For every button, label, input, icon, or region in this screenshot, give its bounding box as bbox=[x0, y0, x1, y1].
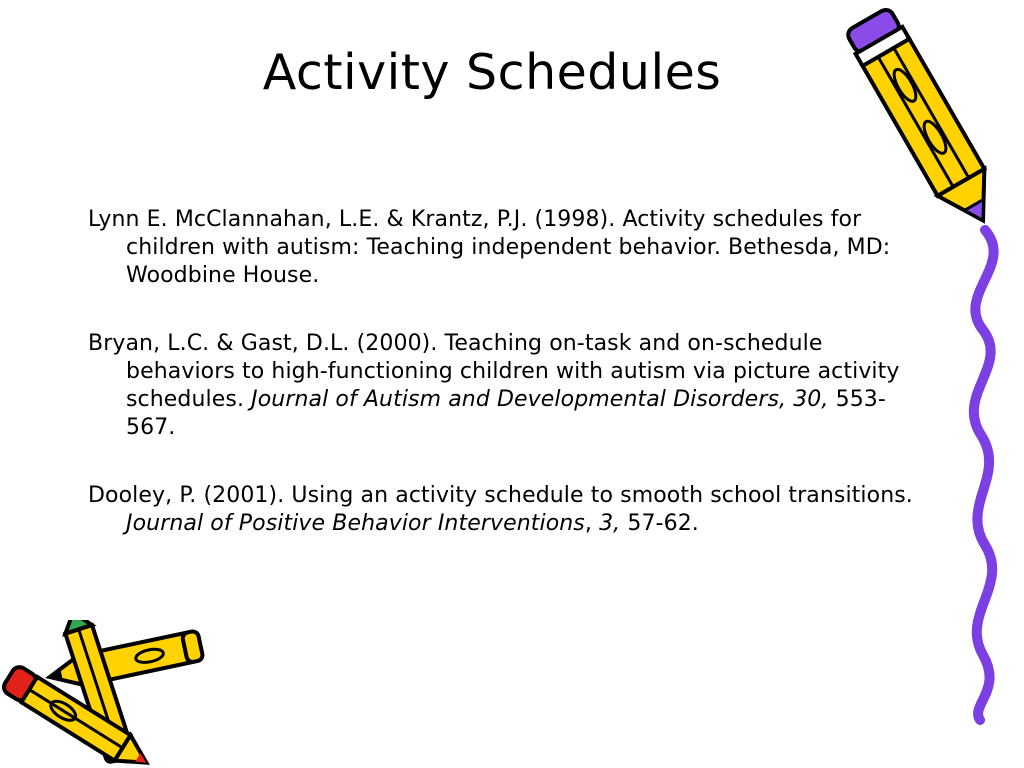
reference-text: Dooley, P. (2001). Using an activity schedule to smooth school transitions. bbox=[88, 483, 913, 508]
reference-item bbox=[88, 206, 928, 290]
reference-pages: 57-62. bbox=[620, 511, 699, 536]
journal-title: Journal of Autism and Developmental Disorders, 30, bbox=[251, 387, 829, 412]
reference-list bbox=[88, 206, 928, 578]
reference-item bbox=[88, 482, 928, 538]
pencil-icon bbox=[840, 0, 1010, 245]
journal-volume: 3, bbox=[599, 511, 621, 536]
reference-text: Bryan, L.C. & Gast, D.L. (2000). Teaching on-task and on-schedule behaviors to high-functioning children with autism via picture activity schedules. bbox=[88, 331, 900, 412]
reference-text: Lynn E. McClannahan, L.E. & Krantz, P.J. (1998). Activity schedules for children with autism: Teaching independent behavior. Bethesda, MD: Woodbine House. bbox=[88, 207, 891, 288]
slide-title: Activity Schedules bbox=[262, 44, 722, 101]
journal-title: Journal of Positive Behavior Interventions bbox=[126, 511, 585, 536]
reference-item bbox=[88, 330, 928, 442]
reference-pages: 553-567. bbox=[126, 387, 886, 440]
wavy-line-decoration bbox=[955, 225, 1015, 725]
crossed-pencils-icon bbox=[0, 620, 210, 768]
reference-separator: , bbox=[584, 511, 600, 536]
